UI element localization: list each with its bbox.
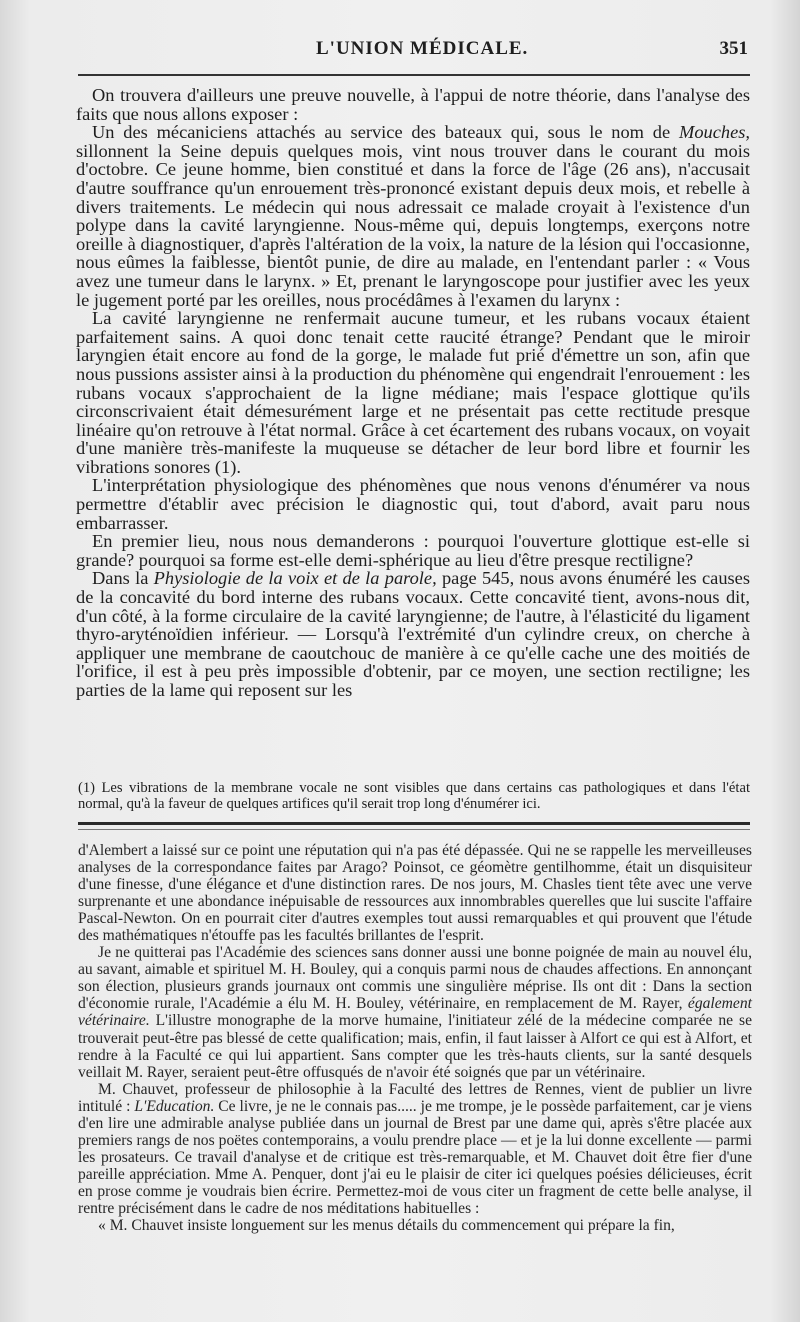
- header-rule: [78, 74, 750, 76]
- text-run: Un des mécaniciens attachés au service des bateaux qui, sous le nom de: [92, 122, 679, 143]
- main-article: [76, 86, 750, 700]
- italic-text: L'Education.: [134, 1097, 215, 1115]
- text-run: Je ne quitterai pas l'Académie des sciences sans donner aussi une bonne poignée de main au nouvel élu, au savant, aimable et spirituel M. H. Bouley, qui a conquis parmi nous de chaudes affections. En annonçant son élection, plusieurs grands journaux ont commis une singulière méprise. Ils ont dit : Dans la section d'économie rurale, l'Académie a élu M. H. Bouley, vétérinaire, en remplacement de M. Rayer,: [78, 944, 752, 1013]
- paragraph: [76, 123, 750, 309]
- running-title: L'UNION MÉDICALE.: [316, 38, 529, 59]
- paragraph: La cavité laryngienne ne renfermait aucune tumeur, et les rubans vocaux étaient parfaitement sains. A quoi donc tenait cette raucité étrange? Pendant que le miroir laryngien était encore au fond de la gorge, le malade fut prié d'émettre un son, afin que nous pussions assister ainsi à la production du phénomène qui engendrait l'enrouement : les rubans vocaux s'approchaient de la ligne médiane; mais l'espace glottique qu'ils circonscrivaient était démesurément large et ne présentait pas cette rectitude presque linéaire qu'on retrouve à l'état normal. Grâce à cet écartement des rubans vocaux, on voyait d'une manière très-manifeste la muqueuse se détacher de leur bord libre et fournir les vibrations sonores (1).: [76, 308, 750, 477]
- paragraph: [78, 1081, 752, 1217]
- text-run: L'illustre monographe de la morve humaine, l'initiateur zélé de la médecine comparée ne se trouverait peut-être pas blessé de cette qualification; mais, enfin, il faut laisser à Alfort ce qui est à Alfort, et rendre à la Faculté ce qui lui appartient. Sans compter que les très-hauts clients, sur la santé desquels veillait M. Rayer, seraient peut-être offusqués de n'avoir été soignés que par un vétérinaire.: [78, 1012, 752, 1081]
- text-run: Ce livre, je ne le connais pas..... je me trompe, je le possède parfaitement, car je viens d'en lire une admirable analyse publiée dans un journal de Brest par une dame qui, après s'être placée aux premiers rangs de nos poëtes contemporains, a voulu prendre place — et je la lui donne excellente — parmi les prosateurs. Ce travail d'analyse et de critique est très-remarquable, et M. Chauvet doit être fier d'une pareille appréciation. Mme A. Penquer, dont j'ai eu le plaisir de citer ici quelques poésies délicieuses, écrit en prose comme je voudrais bien écrire. Permettez-moi de vous citer un fragment de cette belle analyse, il rentre précisément dans le cadre de nos méditations habituelles :: [78, 1097, 752, 1217]
- paragraph: L'interprétation physiologique des phénomènes que nous venons d'énumérer va nous permettre d'établir avec précision le diagnostic qui, tout d'abord, avait paru nous embarrasser.: [76, 475, 750, 533]
- feuilleton-separator: [78, 822, 750, 830]
- paragraph: [76, 569, 750, 699]
- page-number: 351: [719, 38, 748, 59]
- paragraph: On trouvera d'ailleurs une preuve nouvelle, à l'appui de notre théorie, dans l'analyse des faits que nous allons exposer :: [76, 85, 750, 124]
- text-run: page 545, nous avons énuméré les causes de la concavité du bord interne des rubans vocaux. Cette concavité tient, avons-nous dit, d'un côté, à la forme circulaire de la cavité laryngienne; de l'autre, à l'élasticité du ligament thyro-aryténoïdien inférieur. — Lorsqu'à l'extrémité d'un cylindre creux, on cherche à appliquer une membrane de caoutchouc de manière à ce qu'elle cache une des moitiés de l'orifice, il est à peu près impossible d'obtenir, par ce moyen, une section rectiligne; les parties de la lame qui reposent sur les: [76, 568, 751, 700]
- paragraph: « M. Chauvet insiste longuement sur les menus détails du commencement qui prépare la fin,: [98, 1217, 675, 1235]
- page-header: [78, 38, 750, 64]
- italic-text: également vétérinaire.: [78, 995, 752, 1030]
- text-run: sillonnent la Seine depuis quelques mois, vint nous trouver dans le courant du mois d'octobre. Ce jeune homme, bien constitué et dans la force de l'âge (26 ans), n'accusait d'autre souffrance qu'un enrouement très-prononcé existant depuis deux mois, et rebelle à divers traitements. Le médecin qui nous adressait ce malade croyait à l'existence d'un polype dans la cavité laryngienne. Nous-même qui, depuis longtemps, exerçons notre oreille à diagnostiquer, d'après l'altération de la voix, la nature de la lésion qui l'occasionne, nous eûmes la faiblesse, bientôt punie, de dire au malade, en l'entendant parler : « Vous avez une tumeur dans le larynx. » Et, prenant le laryngoscope pour justifier avec les yeux le jugement porté par les oreilles, nous procédâmes à l'examen du larynx :: [76, 140, 750, 310]
- paragraph: [78, 944, 752, 1080]
- feuilleton-column: [78, 842, 752, 1234]
- footnote-text: (1) Les vibrations de la membrane vocale ne sont visibles que dans certains cas pathologiques et dans l'état normal, qu'à la faveur de quelques artifices qu'il serait trop long d'énumérer ici.: [78, 780, 750, 812]
- italic-text: Mouches,: [679, 122, 750, 143]
- footnote: [78, 780, 750, 812]
- paragraph: d'Alembert a laissé sur ce point une réputation qui n'a pas été dépassée. Qui ne se rappelle les merveilleuses analyses de la correspondance faites par Arago? Poinsot, ce géomètre gentilhomme, était un disquisiteur d'une finesse, d'une élégance et d'une distinction rares. De nos jours, M. Chasles tient tête avec une verve surprenante et une abondance inépuisable de ressources aux innombrables querelles que lui suscite l'affaire Pascal-Newton. On en pourrait citer d'autres exemples tout aussi remarquables et qui prouvent que l'étude des mathématiques n'étouffe pas les facultés brillantes de l'esprit.: [78, 842, 752, 945]
- text-run: M. Chauvet, professeur de philosophie à la Faculté des lettres de Rennes, vient de publier un livre intitulé :: [78, 1080, 752, 1115]
- paragraph: En premier lieu, nous nous demanderons : pourquoi l'ouverture glottique est-elle si grande? pourquoi sa forme est-elle demi-sphérique au lieu d'être presque rectiligne?: [76, 531, 750, 570]
- text-run: Dans la: [92, 568, 154, 589]
- italic-text: Physiologie de la voix et de la parole,: [153, 568, 437, 589]
